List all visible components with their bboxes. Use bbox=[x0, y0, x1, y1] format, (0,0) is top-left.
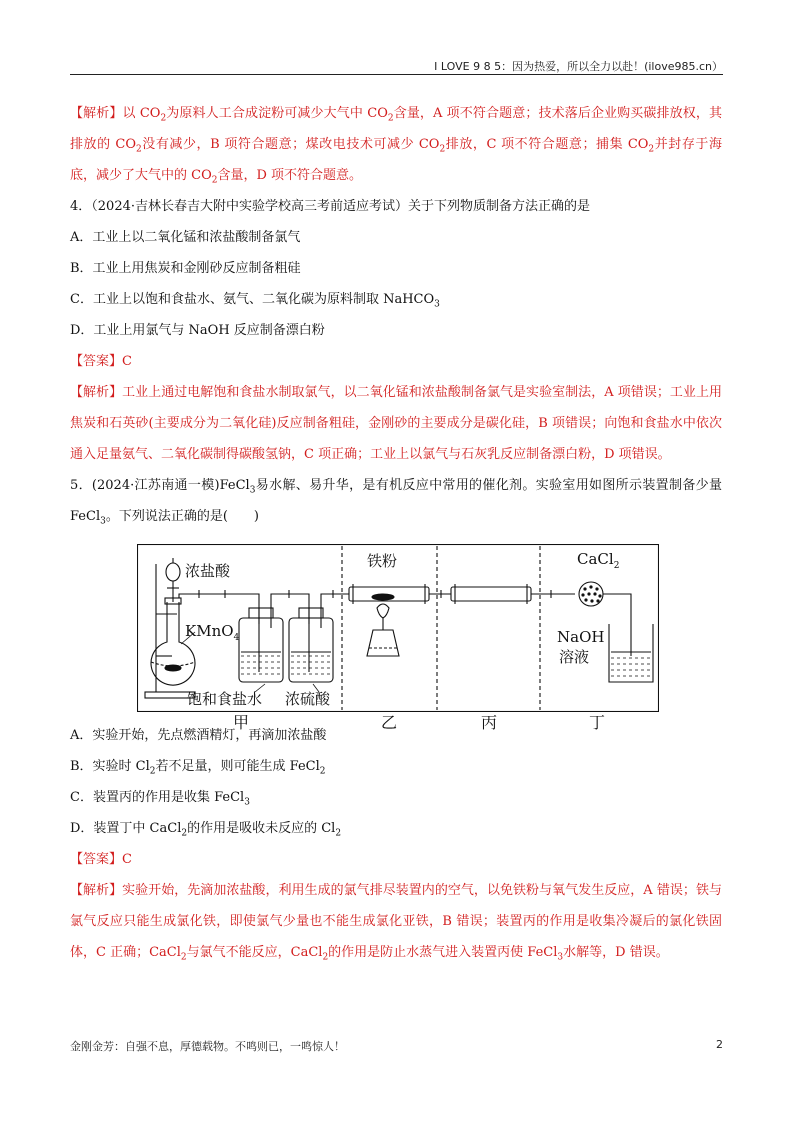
alcohol-lamp bbox=[367, 630, 399, 656]
funnel-body bbox=[166, 563, 180, 581]
subscript: 2 bbox=[613, 561, 620, 571]
text-run: 工业上通过电解饱和食盐水制取氯气，以二氧化锰和浓盐酸制备氯气是实验室制法，A 项错误；工业上用焦炭和石英砂(主要成分为二氧化硅)反应制备粗硅，金刚砂的主要成分是碳化硅，B 项错误；向饱和食盐水中依次通入足量氨气、二氧化碳制得碳酸氢钠，C 项正确；工业上以氯气与石灰乳反应制备漂白粉，D 项错误。 bbox=[70, 385, 722, 462]
q5-answer: 【答案】C bbox=[70, 852, 132, 867]
q4-option-b: B．工业上用焦炭和金刚砂反应制备粗硅 bbox=[70, 261, 301, 276]
subscript: 2 bbox=[335, 828, 342, 839]
label-brine: 饱和食盐水 bbox=[187, 690, 263, 708]
text-run: 与氯气不能反应，CaCl bbox=[186, 945, 323, 960]
subscript: 3 bbox=[557, 952, 564, 963]
subscript: 3 bbox=[244, 797, 250, 808]
subscript: 2 bbox=[648, 144, 655, 155]
text-run: 为原料人工合成淀粉可减少大气中 CO bbox=[166, 106, 388, 121]
text-run: KMnO bbox=[185, 622, 234, 640]
wash-bottle-2 bbox=[289, 618, 333, 682]
text-run: B．实验时 Cl bbox=[70, 759, 150, 774]
text-run: 。下列说法正确的是( ) bbox=[105, 509, 259, 524]
text-run: 没有减少，B 项符合题意；煤改电技术可减少 CO bbox=[141, 137, 440, 152]
label-iron-powder: 铁粉 bbox=[367, 552, 398, 570]
q5-option-d bbox=[70, 813, 722, 844]
cacl2-granules bbox=[581, 585, 601, 602]
label-conc-hcl: 浓盐酸 bbox=[185, 562, 231, 580]
page-content bbox=[70, 98, 722, 968]
q5-option-a: A．实验开始，先点燃酒精灯，再滴加浓盐酸 bbox=[70, 728, 327, 743]
text-run: 并封存于海底，减少了大气中的 CO bbox=[70, 137, 722, 183]
analysis-lead: 【解析】 bbox=[70, 106, 123, 121]
analysis-lead: 【解析】 bbox=[70, 385, 123, 400]
label-conc-h2so4: 浓硫酸 bbox=[285, 690, 331, 708]
page-header: I LOVE 9 8 5：因为热爱，所以全力以赴！(ilove985.cn） bbox=[434, 60, 723, 73]
bottle-2-liquid-hatch bbox=[291, 656, 331, 674]
part-label-yi: 乙 bbox=[381, 713, 398, 732]
text-run: C．装置丙的作用是收集 FeCl bbox=[70, 790, 245, 805]
subscript: 4 bbox=[233, 633, 240, 643]
text-run: 含量，D 项不符合题意。 bbox=[217, 168, 363, 183]
bottle-2-cap bbox=[299, 608, 323, 618]
subscript: 2 bbox=[180, 952, 187, 963]
label-naoh: NaOH bbox=[557, 628, 605, 646]
subscript: 2 bbox=[322, 952, 329, 963]
bottle-1-liquid-hatch bbox=[241, 656, 281, 674]
q4-answer: 【答案】C bbox=[70, 354, 132, 369]
q5-option-c bbox=[70, 782, 722, 813]
subscript: 2 bbox=[181, 828, 188, 839]
subscript: 2 bbox=[387, 113, 394, 124]
beaker-liquid-hatch bbox=[611, 658, 651, 676]
subscript: 3 bbox=[100, 516, 106, 527]
q4-option-c bbox=[70, 284, 722, 315]
q5-option-b bbox=[70, 751, 722, 782]
q4-option-d: D．工业上用氯气与 NaOH 反应制备漂白粉 bbox=[70, 323, 325, 338]
subscript: 2 bbox=[160, 113, 167, 124]
label-kmno4 bbox=[185, 622, 240, 643]
subscript: 2 bbox=[439, 144, 446, 155]
text-run: 水解等，D 错误。 bbox=[563, 945, 669, 960]
text-run: 易水解、易升华，是有机反应中常用的催化剂。实验室用如图所示装置制备少量 FeCl bbox=[70, 478, 722, 524]
apparatus-figure bbox=[137, 544, 659, 732]
q4-option-a: A．工业上以二氧化锰和浓盐酸制备氯气 bbox=[70, 230, 301, 245]
solid-reagent bbox=[165, 665, 181, 671]
iron-powder bbox=[372, 594, 394, 600]
subscript: 3 bbox=[249, 485, 256, 496]
text-run: 含量，A 项不符合题意；技术落后企业购买碳排放权，其排放的 CO bbox=[70, 106, 722, 152]
text-run: 排放，C 项不符合题意；捕集 CO bbox=[445, 137, 649, 152]
subscript: 3 bbox=[434, 299, 440, 310]
wash-bottle-1 bbox=[239, 618, 283, 682]
bottle-1-cap bbox=[249, 608, 273, 618]
header-divider bbox=[70, 74, 723, 75]
label-cacl2 bbox=[577, 550, 620, 571]
footer-motto: 金刚金芳：自强不息，厚德载物。不鸣则已，一鸣惊人！ bbox=[70, 1040, 345, 1053]
q3-analysis bbox=[70, 98, 722, 191]
text-run: 以 CO bbox=[122, 106, 161, 121]
subscript: 2 bbox=[211, 175, 218, 186]
subscript: 2 bbox=[135, 144, 142, 155]
part-label-bing: 丙 bbox=[481, 713, 498, 732]
text-run: D．装置丁中 CaCl bbox=[70, 821, 182, 836]
collection-tube bbox=[451, 587, 531, 601]
analysis-lead: 【解析】 bbox=[70, 883, 123, 898]
text-run: 若不足量，则可能生成 FeCl bbox=[155, 759, 320, 774]
connecting-tube bbox=[179, 594, 259, 624]
q5-analysis bbox=[70, 875, 722, 968]
page-footer bbox=[70, 1038, 723, 1054]
text-run: C．工业上以饱和食盐水、氨气、二氧化碳为原料制取 NaHCO bbox=[70, 292, 435, 307]
text-run: 的作用是吸收未反应的 Cl bbox=[187, 821, 336, 836]
text-run: 5．(2024·江苏南通一模)FeCl bbox=[70, 478, 250, 493]
q4-stem: 4．（2024·吉林长春吉大附中实验学校高三考前适应考试）关于下列物质制备方法正确的是 bbox=[70, 199, 590, 214]
q5-stem bbox=[70, 470, 722, 532]
outlet-tube bbox=[603, 594, 631, 656]
subscript: 2 bbox=[319, 766, 326, 777]
label-solution: 溶液 bbox=[559, 648, 590, 666]
text-run: CaCl bbox=[577, 550, 614, 568]
text-run: 实验开始，先滴加浓盐酸，利用生成的氯气排尽装置内的空气，以免铁粉与氧气发生反应，A 错误；铁与氯气反应只能生成氯化铁，即使氯气少量也不能生成氯化亚铁，B 错误；装置丙的作用是收集冷凝后的氯化铁固体，C 正确；CaCl bbox=[70, 883, 722, 960]
connecting-tube bbox=[321, 594, 349, 608]
page-number: 2 bbox=[716, 1038, 723, 1051]
part-label-ding: 丁 bbox=[589, 713, 606, 732]
subscript: 2 bbox=[149, 766, 156, 777]
flame bbox=[377, 604, 389, 618]
part-label-jia: 甲 bbox=[233, 713, 250, 732]
text-run: 的作用是防止水蒸气进入装置丙使 FeCl bbox=[328, 945, 558, 960]
q4-analysis bbox=[70, 377, 722, 470]
